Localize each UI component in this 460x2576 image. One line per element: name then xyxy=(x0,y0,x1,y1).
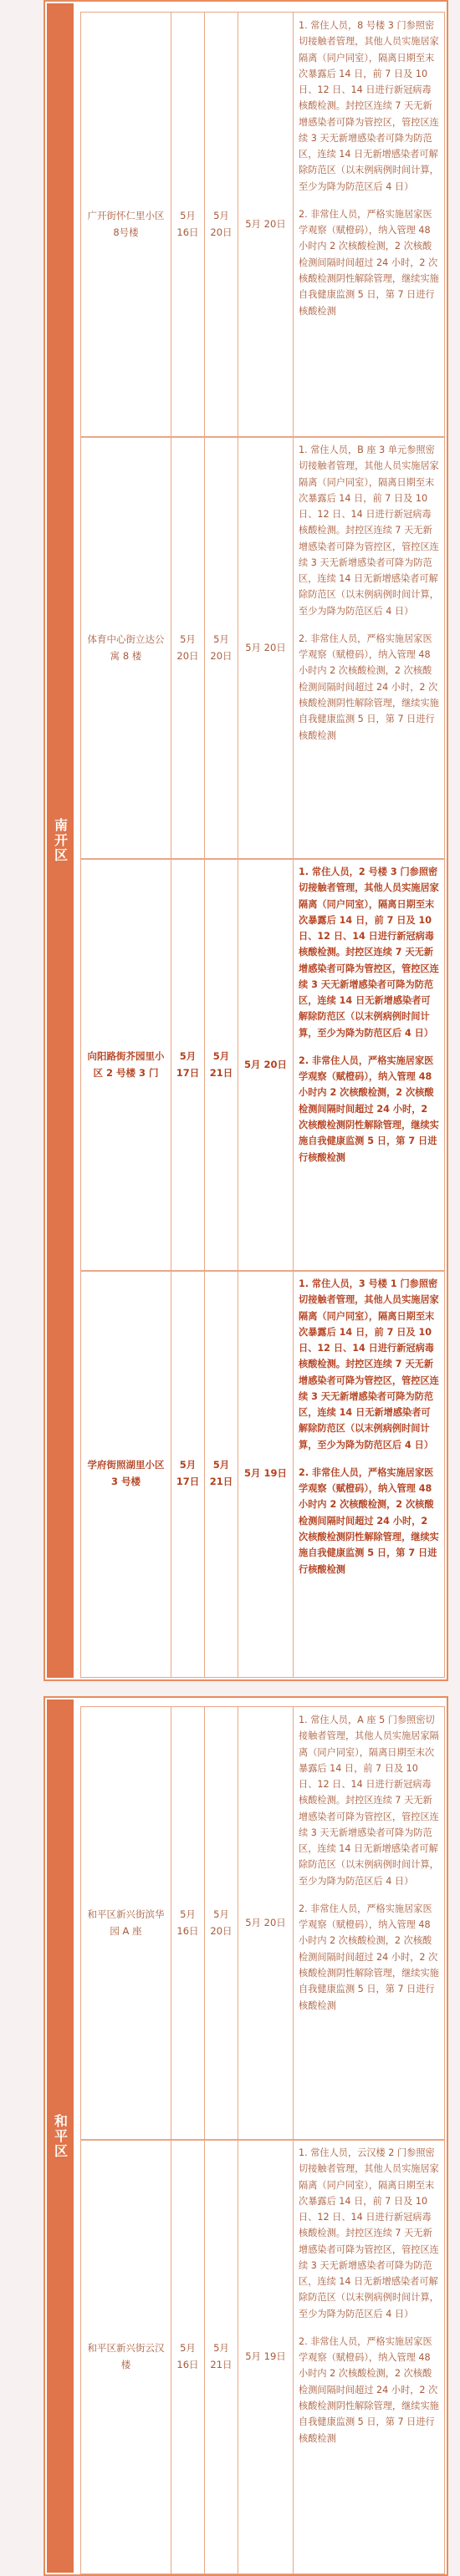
note-paragraph-2: 2. 非常住人员，严格实施居家医学观察（赋橙码），纳入管理 48 小时内 2 次核酸检测，2 次核酸检测间隔时间超过 24 小时，2 次核酸检测阴性解除管理，继续实施自我健康监测 5 日，第 7 日进行核酸检测 xyxy=(299,1054,439,1163)
table-row xyxy=(80,1270,445,1678)
date-cell-3: 5月 20日 xyxy=(238,859,294,1271)
table-row xyxy=(80,436,445,860)
date-cell-1: 5月 17日 xyxy=(171,1271,205,1677)
date-cell-1: 5月 16日 xyxy=(171,1707,205,2140)
note-paragraph-1: 1. 常住人员，A 座 5 门参照密切接触者管理，其他人员实施居家隔离（同户同室），隔离日期至末次暴露后 14 日，前 7 日及 10 日、12 日、14 日进行新冠病毒核酸检测。封控区连续 7 天无新增感染者可降为管控区，管控区连续 3 天无新增感染者可降为防范区，连续 14 日无新增感染者可解除防范区（以末例病例时间计算，至少为降为防范区后 4 日） xyxy=(299,1715,439,1887)
date-cell-1: 5月 16日 xyxy=(171,13,205,437)
note-paragraph-1: 1. 常住人员，3 号楼 1 门参照密切接触者管理，其他人员实施居家隔离（同户同室），隔离日期至末次暴露后 14 日，前 7 日及 10 日、12 日、14 日进行新冠病毒核酸检测。封控区连续 7 天无新增感染者可降为管控区，管控区连续 3 天无新增感染者可降为防范区，连续 14 日无新增感染者可解除防范区（以末例病例时间计算，至少为降为防范区后 4 日） xyxy=(299,1278,439,1451)
date-cell-3: 5月 19日 xyxy=(238,1271,294,1677)
table-row xyxy=(80,12,445,438)
district-block-nankai xyxy=(43,0,448,1681)
note-paragraph-1: 1. 常住人员，2 号楼 3 门参照密切接触者管理，其他人员实施居家隔离（同户同室），隔离日期至末次暴露后 14 日，前 7 日及 10 日、12 日、14 日进行新冠病毒核酸检测。封控区连续 7 天无新增感染者可降为管控区，管控区连续 3 天无新增感染者可降为防范区，连续 14 日无新增感染者可解除防范区（以末例病例时间计算，至少为降为防范区后 4 日） xyxy=(299,866,439,1039)
district-name: 和平区 xyxy=(52,2113,69,2159)
note-paragraph-2: 2. 非常住人员，严格实施居家医学观察（赋橙码），纳入管理 48 小时内 2 次核酸检测，2 次核酸检测间隔时间超过 24 小时，2 次核酸检测阴性解除管理，继续实施自我健康监测 5 日，第 7 日进行核酸检测 xyxy=(299,633,439,741)
note-cell xyxy=(294,2140,444,2573)
district-name: 南开区 xyxy=(52,818,69,863)
note-paragraph-2: 2. 非常住人员，严格实施居家医学观察（赋橙码），纳入管理 48 小时内 2 次核酸检测，2 次核酸检测间隔时间超过 24 小时，2 次核酸检测阴性解除管理，继续实施自我健康监测 5 日，第 7 日进行核酸检测 xyxy=(299,1466,439,1575)
note-paragraph-2: 2. 非常住人员，严格实施居家医学观察（赋橙码），纳入管理 48 小时内 2 次核酸检测，2 次核酸检测间隔时间超过 24 小时，2 次核酸检测阴性解除管理，继续实施自我健康监测 5 日，第 7 日进行核酸检测 xyxy=(299,208,439,317)
date-cell-2: 5月 21日 xyxy=(205,859,238,1271)
date-cell-3: 5月 19日 xyxy=(238,2140,294,2573)
note-cell xyxy=(294,437,444,859)
note-paragraph-1: 1. 常住人员，云汉楼 2 门参照密切接触者管理，其他人员实施居家隔离（同户同室），隔离日期至末次暴露后 14 日，前 7 日及 10 日、12 日、14 日进行新冠病毒核酸检测。封控区连续 7 天无新增感染者可降为管控区，管控区连续 3 天无新增感染者可降为防范区，连续 14 日无新增感染者可解除防范区（以末例病例时间计算，至少为降为防范区后 4 日） xyxy=(299,2147,439,2319)
note-paragraph-1: 1. 常住人员，B 座 3 单元参照密切接触者管理，其他人员实施居家隔离（同户同室），隔离日期至末次暴露后 14 日，前 7 日及 10 日、12 日、14 日进行新冠病毒核酸检测。封控区连续 7 天无新增感染者可降为管控区，管控区连续 3 天无新增感染者可降为防范区，连续 14 日无新增感染者可解除防范区（以末例病例时间计算，至少为降为防范区后 4 日） xyxy=(299,445,439,617)
date-cell-2: 5月 20日 xyxy=(205,13,238,437)
location-cell: 学府街照湖里小区 3 号楼 xyxy=(81,1271,171,1677)
date-cell-1: 5月 20日 xyxy=(171,437,205,859)
district-block-heping xyxy=(43,1696,448,2576)
note-paragraph-2: 2. 非常住人员，严格实施居家医学观察（赋橙码），纳入管理 48 小时内 2 次核酸检测，2 次核酸检测间隔时间超过 24 小时，2 次核酸检测阴性解除管理，继续实施自我健康监测 5 日，第 7 日进行核酸检测 xyxy=(299,1903,439,2011)
date-cell-2: 5月 20日 xyxy=(205,437,238,859)
date-cell-1: 5月 16日 xyxy=(171,2140,205,2573)
date-cell-3: 5月 20日 xyxy=(238,437,294,859)
note-cell xyxy=(294,1271,444,1677)
location-cell: 和平区新兴街云汉楼 xyxy=(81,2140,171,2573)
date-cell-2: 5月 21日 xyxy=(205,2140,238,2573)
district-label xyxy=(47,3,74,1678)
location-cell: 体育中心街立达公寓 8 楼 xyxy=(81,437,171,859)
location-cell: 向阳路街芥园里小区 2 号楼 3 门 xyxy=(81,859,171,1271)
location-cell: 和平区新兴街滨华园 A 座 xyxy=(81,1707,171,2140)
table-row xyxy=(80,1706,445,2141)
note-paragraph-1: 1. 常住人员，8 号楼 3 门参照密切接触者管理，其他人员实施居家隔离（同户同室），隔离日期至末次暴露后 14 日，前 7 日及 10 日、12 日、14 日进行新冠病毒核酸检测。封控区连续 7 天无新增感染者可降为管控区，管控区连续 3 天无新增感染者可降为防范区，连续 14 日无新增感染者可解除防范区（以末例病例时间计算，至少为降为防范区后 4 日） xyxy=(299,20,439,192)
date-cell-2: 5月 21日 xyxy=(205,1271,238,1677)
date-cell-1: 5月 17日 xyxy=(171,859,205,1271)
note-cell xyxy=(294,1707,444,2140)
district-label xyxy=(47,1700,74,2573)
date-cell-2: 5月 20日 xyxy=(205,1707,238,2140)
location-cell: 广开街怀仁里小区 8号楼 xyxy=(81,13,171,437)
table-row xyxy=(80,858,445,1272)
date-cell-3: 5月 20日 xyxy=(238,13,294,437)
table-row xyxy=(80,2139,445,2574)
note-cell xyxy=(294,859,444,1271)
date-cell-3: 5月 20日 xyxy=(238,1707,294,2140)
note-paragraph-2: 2. 非常住人员，严格实施居家医学观察（赋橙码），纳入管理 48 小时内 2 次核酸检测，2 次核酸检测间隔时间超过 24 小时，2 次核酸检测阴性解除管理，继续实施自我健康监测 5 日，第 7 日进行核酸检测 xyxy=(299,2335,439,2444)
note-cell xyxy=(294,13,444,437)
